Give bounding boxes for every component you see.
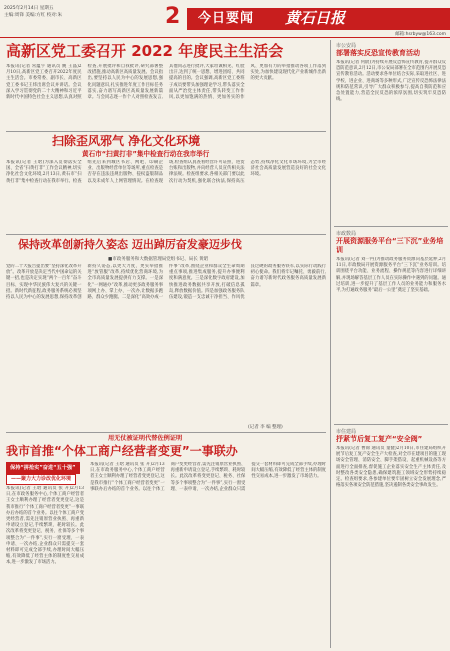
article1-body: 本报讯(记者 常蕴宇 通讯员 姚 王晶)2月10日,高新区党工委召开2022年度民主生活会。市委常委、副市长、高新区党工委书记王炜出席会议并讲话。会议深入学习贯彻党的二十大精神和习近平新时代中国特色社会主义思想,认真对照检查,开展批评和自我批评,研究部署整改措施,推动高新区高质量发展。会议指出,要坚持以人民为中心的发展思想,强化问题意识,扎实推进年度工作目标任务落实,奋力谱写高新区高质量发展新篇章。与会同志逐一作个人对照检查发言,其他同志进行批评,大家坦诚相见、红脸出汗,达到了统一思想、增进团结、共同提高的目的。会议强调,高新区党工委班子成员要带头加强理论学习,带头落实全面从严治党主体责任,带头转变工作作风,以更加饱满的热情、更加务实的作风、更加有力的举措推动各项工作落到实处,为加快建设现代化产业新城作出新的更大贡献。 — [6, 64, 326, 101]
sidebar1-dept: 市公安局 — [336, 43, 357, 49]
sidebar-block2 — [336, 230, 446, 425]
divider — [334, 226, 448, 227]
article1-headline: 高新区党工委召开 2022 年度民主生活会 — [6, 42, 284, 60]
header-meta — [4, 5, 164, 19]
sidebar3-body: 本报讯(记者 曹锦 通讯员 童健)2月10日,市住建局组织开展节后复工复产安全生产大检查,对全市在建项目的施工现场安全管理、消防安全、脚手架搭设、起重机械设备等方面进行全面排查,督促施工企业落实安全生产主体责任,及时整改各类安全隐患,确保建筑施工领域安全形势持续稳定。检查组要求,各参建单位要牢固树立安全发展理念,严格落实各项安全防范措施,坚决遏制各类安全事故发生。 — [336, 446, 446, 489]
promo-subtitle: ——聚力大力诊改优化环境 — [6, 474, 76, 485]
article3-byline: ■市政务服务和大数据管理局党组书记、局长 黄昭 — [108, 257, 209, 262]
article2-body: 本报讯(记者 王晗)为深入贯彻落实全国、全省“扫黄打非”工作会议精神,切实净化社会文化环境,2月13日,黄石市“扫黄打非”集中检查行动在我市举行。检查组先后来到城区书店、网吧、印刷企业、出版物经营单位等场所,重点检查是否存在违法违规出版物、侵权盗版制品以及未成年人上网管理情况。在检查现场,检查组认真查看经营许可证照、进货台账和出版物,并向经营人员宣传相关法律法规。检查组要求,各相关部门要以此次行动为契机,强化联合执法,保持高压态势,持续净化文化市场环境,为全市经济社会高质量发展营造良好的社会文化环境。 — [6, 160, 326, 184]
divider — [334, 424, 448, 425]
promo-badge: 保持“拼抢实”奋进“五十强” — [6, 462, 80, 474]
sidebar3-title: 抒紧节后复工复产“安全阀” — [336, 435, 423, 443]
article3-headline: 保持改革创新持久姿态 迈出踔厉奋发豪迈步伐 — [18, 238, 242, 251]
divider — [6, 234, 326, 235]
divider — [6, 131, 326, 132]
sidebar1-title: 部署落实反恐宣传教育活动 — [336, 49, 420, 57]
sidebar — [336, 42, 446, 208]
article3-body: 党的二十大报告提出要“坚持深化改革开放”。改革开放是决定当代中国命运的关键一招,也是决定实现“两个一百年”奋斗目标、实现中华民族伟大复兴的关键一招。新时代新征程,政务服务系统必须坚持以人民为中心的发展思想,保持改革创新持久姿态,以更大力度、更实举措推进“放管服”改革,持续优化营商环境,为全市高质量发展提供有力支撑。一是深化“一网通办”改革,推动更多政务服务事项网上办、掌上办、一次办,让数据多跑路、群众少跑腿。二是深化“高效办成一件事”改革,围绕企业和群众全生命周期重点事项,推进集成服务,提升办事便利度和满意度。三是深化数字政府建设,加快推进政务数据共享开放,打破信息孤岛,释放数据价值。四是加强政务服务队伍建设,锻造一支忠诚干净担当、作风优良过硬的政务服务铁军,以实际行动践行初心使命。我们将牢记嘱托、勇毅前行,奋力谱写新时代政务服务高质量发展新篇章。 — [6, 264, 326, 301]
article4-headline: 我市首推“个体工商户经营者变更”一事联办 — [6, 444, 238, 458]
page-number: 2 — [165, 4, 181, 29]
sidebar2-title: 开展资源服务平台“三下沉”业务培训 — [336, 237, 444, 254]
sidebar-block3 — [336, 428, 446, 626]
sidebar-divider — [330, 40, 331, 648]
article2-subhead: 黄石市“扫黄打非”集中检查行动在我市举行 — [82, 150, 210, 158]
sidebar1-body: 本报讯(记者 何蔚)为持续开展反恐怖宣传教育,提升群众反恐防范意识,2月12日,市公安局部署在全市范围内开展反恐宣传教育活动。活动要求各单位结合实际,采取进社区、进学校、进企业、进商场等多种形式,广泛宣传反恐怖法律法规和防范常识,引导广大群众积极参与,提高自我防范和应急处置能力,营造全民反恐的浓厚氛围,切实筑牢反恐防线。 — [336, 60, 446, 103]
divider — [6, 432, 326, 433]
issue-date: 2025年2月14日 星期五 — [4, 6, 54, 11]
header-rule — [0, 37, 450, 38]
sidebar3-dept: 市住建局 — [336, 429, 357, 435]
article2-headline: 扫除歪风邪气 净化文化环境 — [52, 134, 201, 148]
article4-body: 本报讯(记者 王晗 通讯员 张 开)2月13日,在市政务服务中心,个体工商户经营者王女士顺利办理了经营者变更登记,这是我市推行“个体工商户经营者变更”一事联办后办结的首个业务。以往个体工商户变更经营者,需先注销原营业执照、再重新申请设立登记,手续繁琐、耗时较长。此次改革将变更登记、税务、社保等多个事项整合为“一件事”,实行一窗受理、一表申请、一次办结,企业群众只需提交一套材料即可完成全部手续,办理时间大幅压缩,有效降低了经营主体的制度性交易成本,进一步激发了市场活力。 — [90, 462, 326, 492]
section-title: 今日要闻 — [198, 11, 255, 26]
editor-credits: 主编:周锋 美编:方红 校对:朱 — [4, 13, 63, 18]
page-header — [0, 0, 450, 38]
sidebar2-body: 本报讯(记者 刘一冉)为推动政务服务资源向基层延伸,2月11日,市政数局开展资源服务平台“三下沉”业务培训。培训围绕平台功能、业务流程、操作规范等内容进行详细讲解,并现场解答基层工作人员在实际操作中遇到的问题。通过培训,进一步提升了基层工作人员的业务能力和服务水平,为打通政务服务“最后一公里”奠定了坚实基础。 — [336, 257, 446, 294]
article4-kicker: 用无仗被证明代替佐例证明 — [108, 435, 183, 442]
sidebar2-dept: 市政数局 — [336, 231, 357, 237]
newspaper-logo: 黄石日报 — [285, 9, 346, 27]
article4-body-lead: 本报讯(记者 王晗 通讯员 张 开)2月13日,在市政务服务中心,个体工商户经营者王女士顺利办理了经营者变更登记,这是我市推行“个体工商户经营者变更”一事联办后办结的首个业务。以往个体工商户变更经营者,需先注销原营业执照、再重新申请设立登记,手续繁琐、耗时较长。此次改革将变更登记、税务、社保等多个事项整合为“一件事”,实行一窗受理、一表申请、一次办结,企业群众只需提交一套材料即可完成全部手续,办理时间大幅压缩,有效降低了经营主体的制度性交易成本,进一步激发了市场活力。 — [6, 486, 84, 566]
contact-email: 邮箱:hsrbyw@163.com — [395, 32, 446, 37]
article3-signature: (记者 李 编 整理) — [248, 425, 283, 430]
